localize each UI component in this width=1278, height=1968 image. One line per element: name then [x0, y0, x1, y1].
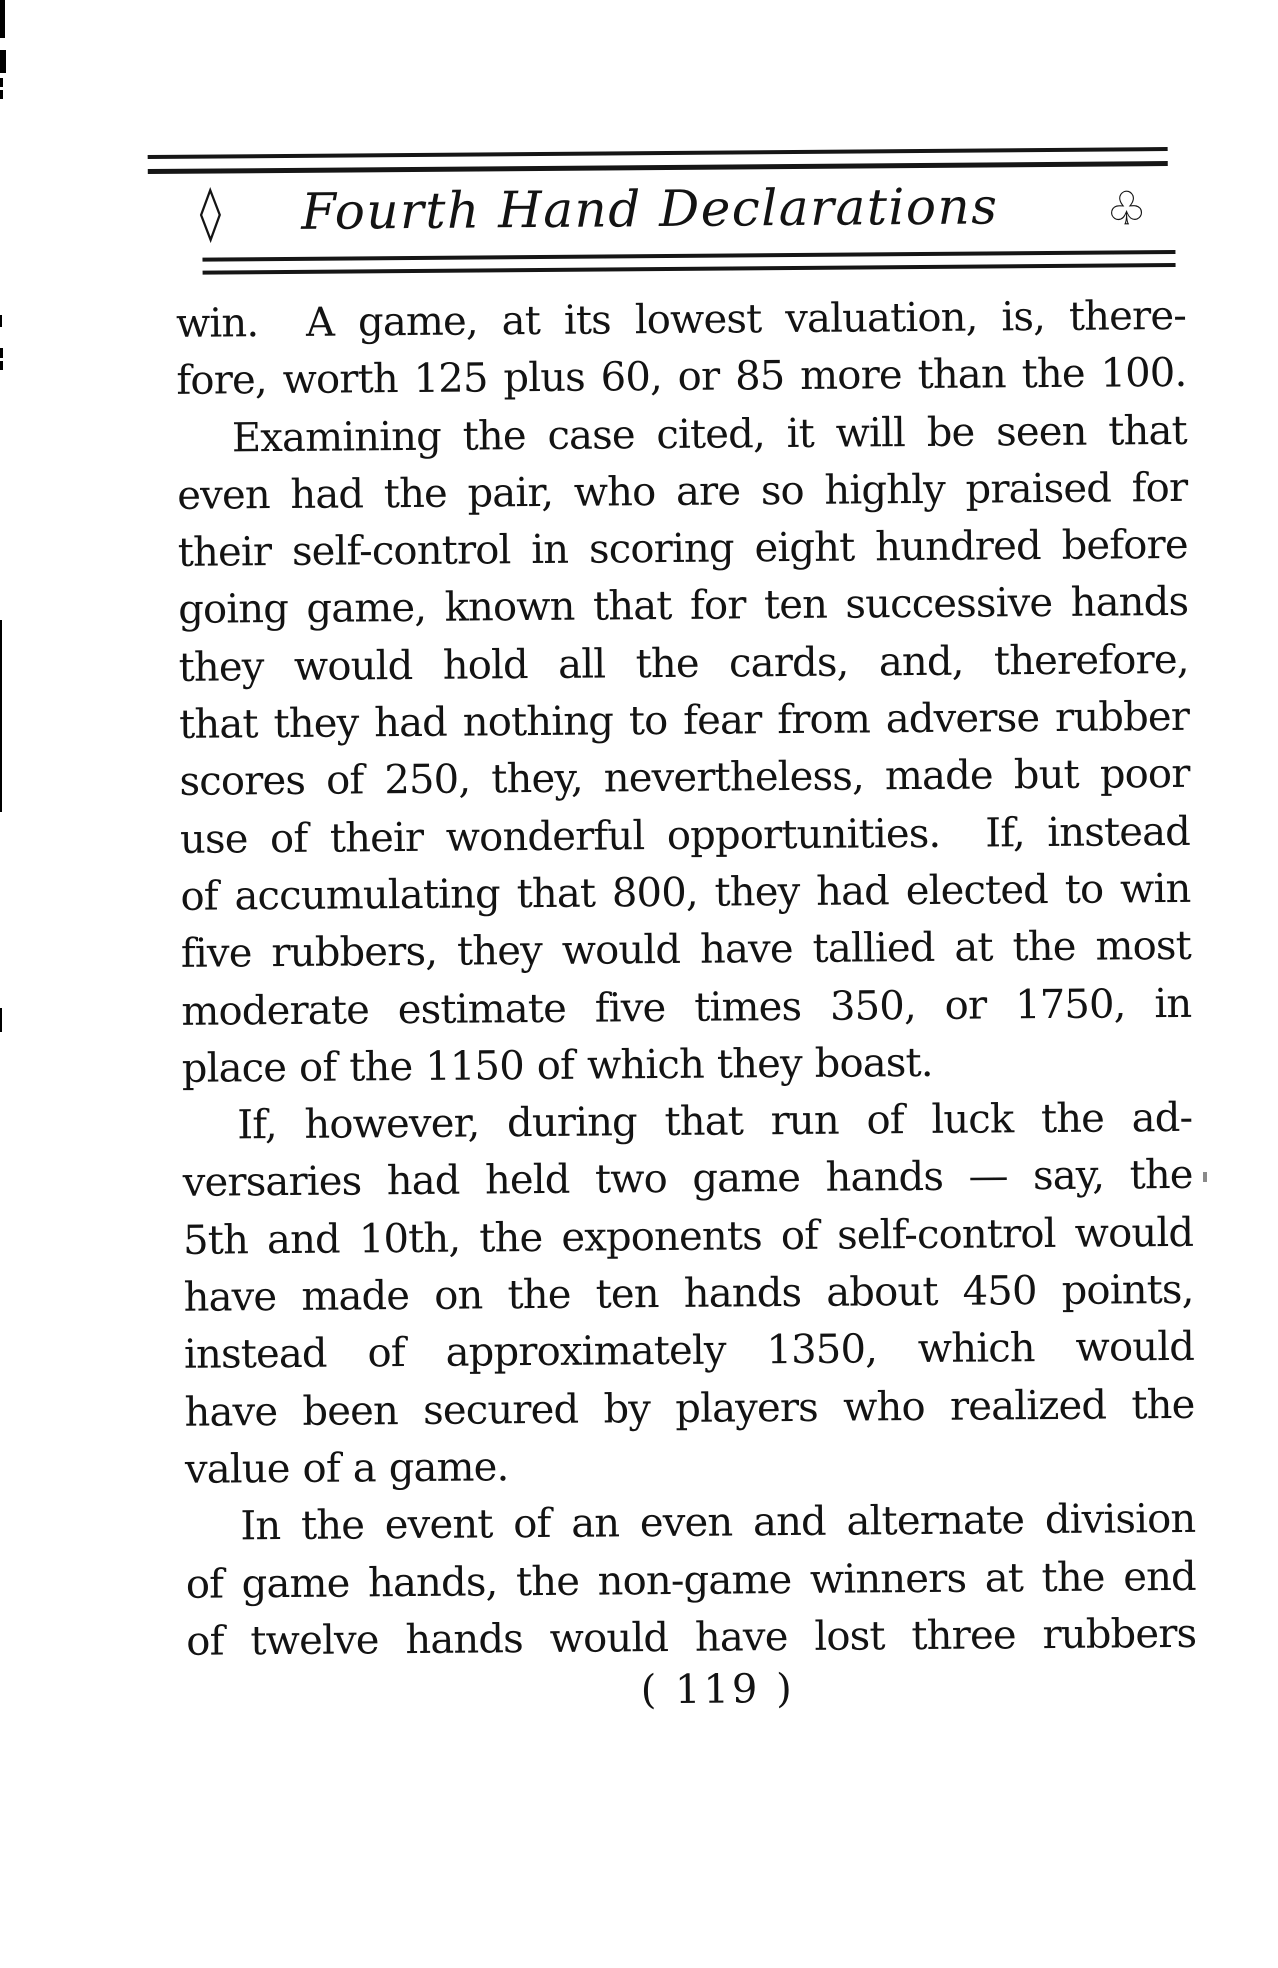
text-line: In the event of an even and alternate division — [240, 1496, 1196, 1550]
page-number: ( 119 ) — [640, 1666, 795, 1714]
text-line: have been secured by players who realized the — [184, 1381, 1195, 1436]
text-line: going game, known that for ten successive hands — [178, 579, 1189, 634]
body-text — [176, 288, 1197, 1671]
text-line: value of a game. — [184, 1444, 509, 1493]
text-line: of accumulating that 800, they had elected to win — [180, 865, 1191, 920]
text-line: versaries had held two game hands — say, the — [182, 1152, 1193, 1207]
text-line: place of the 1150 of which they boast. — [181, 1039, 933, 1092]
text-line: If, however, during that run of luck the ad- — [237, 1095, 1193, 1149]
text-line: they would hold all the cards, and, therefore, — [178, 636, 1189, 691]
text-line: have made on the ten hands about 450 points, — [183, 1266, 1194, 1321]
text-line: win. A game, at its lowest valuation, is, there- — [175, 292, 1187, 347]
text-line: scores of 250, they, nevertheless, made but poor — [179, 751, 1190, 806]
running-head — [175, 174, 1185, 244]
header-rule-bottom — [202, 250, 1175, 275]
text-line: Examining the case cited, it will be seen that — [231, 407, 1188, 461]
text-line: 5th and 10th, the exponents of self-control would — [183, 1209, 1194, 1264]
text-line: five rubbers, they would have tallied at the most — [180, 923, 1192, 978]
diamond-suit-icon: ◊ — [199, 180, 222, 244]
scan-artifact — [1203, 1172, 1207, 1182]
text-line: use of their wonderful opportunities. If, instead — [179, 808, 1191, 863]
text-line: that they had nothing to fear from adverse rubber — [178, 693, 1190, 748]
scan-artifact — [0, 348, 3, 358]
scan-artifact — [0, 0, 5, 38]
club-suit-icon: ♧ — [1105, 181, 1148, 236]
text-line: their self-control in scoring eight hundred before — [177, 522, 1188, 577]
scan-artifact — [0, 78, 3, 87]
text-line: of twelve hands would have lost three rubbers — [186, 1610, 1197, 1665]
text-line: fore, worth 125 plus 60, or 85 more than the 100. — [176, 350, 1187, 405]
scan-artifact — [0, 315, 2, 327]
scan-artifact — [0, 620, 2, 812]
text-line: instead of approximately 1350, which would — [183, 1324, 1195, 1379]
header-rule-top — [148, 147, 1168, 174]
scan-artifact — [0, 1008, 2, 1032]
page-title: Fourth Hand Declarations — [301, 177, 999, 241]
scan-artifact — [0, 90, 3, 99]
scan-artifact — [0, 361, 3, 370]
text-line: moderate estimate five times 350, or 1750, in — [181, 980, 1192, 1035]
scan-artifact — [0, 50, 6, 73]
text-line: of game hands, the non-game winners at the end — [185, 1553, 1197, 1608]
text-line: even had the pair, who are so highly praised for — [177, 464, 1188, 519]
